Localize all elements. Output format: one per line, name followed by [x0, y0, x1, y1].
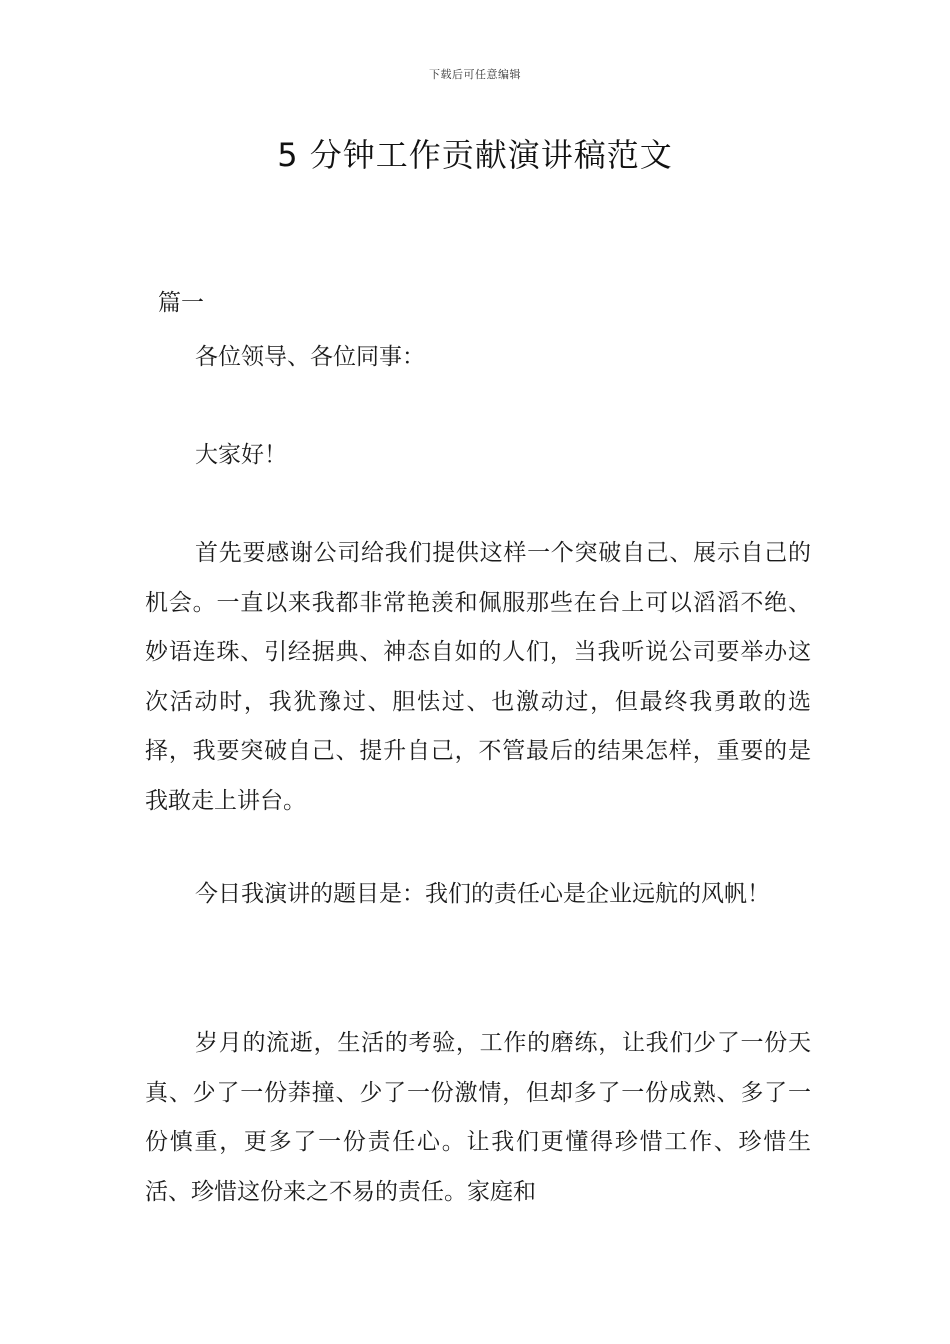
paragraph-greeting: 各位领导、各位同事：	[195, 344, 425, 370]
paragraph-topic: 今日我演讲的题目是：我们的责任心是企业远航的风帆！	[195, 881, 770, 907]
paragraph-introduction: 首先要感谢公司给我们提供这样一个突破自己、展示自己的机会。一直以来我都非常艳羡和佩服那些在台上可以滔滔不绝、妙语连珠、引经据典、神态自如的人们，当我听说公司要举办这次活动时，我犹豫过、胆怯过、也激动过，但最终我勇敢的选择，我要突破自己、提升自己，不管最后的结果怎样，重要的是我敢走上讲台。	[145, 540, 811, 814]
document-title: 5 分钟工作贡献演讲稿范文	[277, 136, 673, 174]
section-label: 篇一	[158, 290, 204, 316]
header-note: 下载后可任意编辑	[429, 68, 521, 81]
paragraph-hello: 大家好！	[195, 442, 287, 468]
paragraph-years: 岁月的流逝，生活的考验，工作的磨练，让我们少了一份天真、少了一份莽撞、少了一份激情，但却多了一份成熟、多了一份慎重，更多了一份责任心。让我们更懂得珍惜工作、珍惜生活、珍惜这份来之不易的责任。家庭和	[145, 1030, 811, 1205]
